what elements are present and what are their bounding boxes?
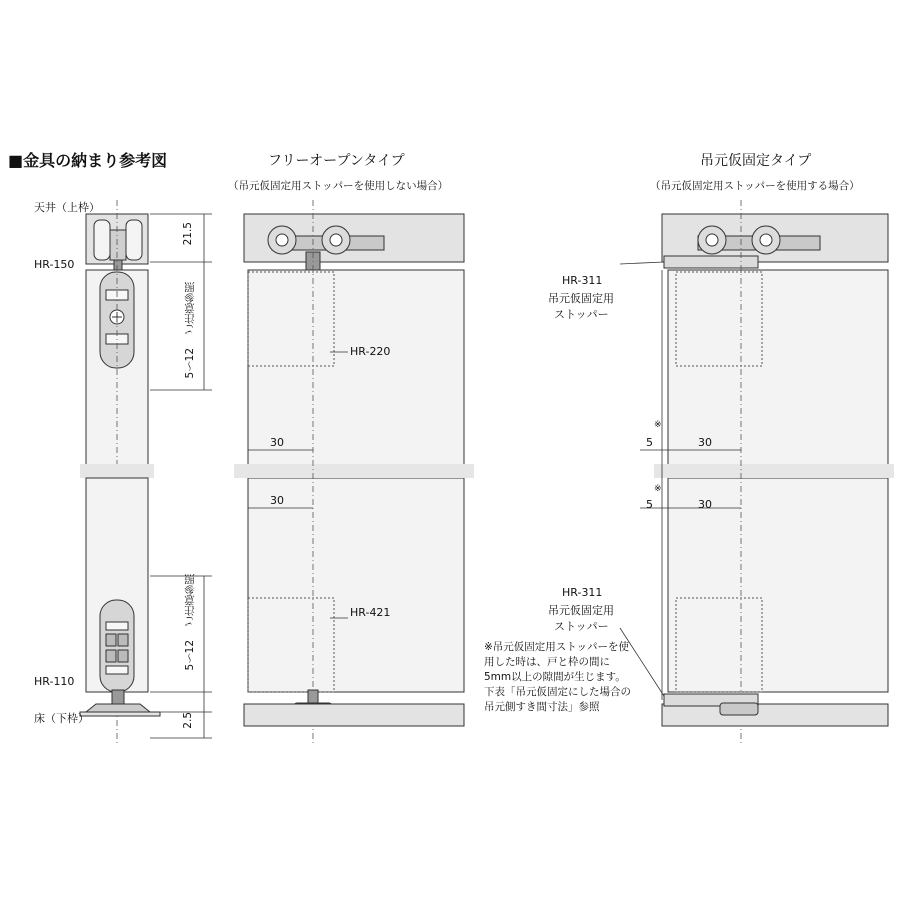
hr150-wheel-left: [94, 220, 110, 260]
dim-upper-note: ご注意参照: [184, 282, 196, 335]
hr150-body: [110, 230, 126, 260]
gap-upper: 5: [646, 436, 653, 449]
side-dimensions: [150, 214, 212, 738]
hr421-label: HR-421: [350, 606, 391, 619]
free-open-title: フリーオープンタイプ: [268, 153, 405, 169]
free-open-view: [234, 200, 474, 745]
hr150-label: HR-150: [34, 258, 75, 271]
dim-bottom: 2.5: [182, 712, 194, 729]
floor-label: 床（下枠）: [34, 712, 89, 725]
free-dim-upper: 30: [270, 436, 284, 449]
gap-lower-mark: ※: [654, 484, 662, 494]
dim-upper-range: 5～12: [184, 348, 196, 379]
page-title: ■金具の納まり参考図: [8, 151, 168, 170]
hr220-label: HR-220: [350, 345, 391, 358]
free-dim-lower: 30: [270, 494, 284, 507]
bottom-door-fitting: [100, 600, 134, 692]
break-band-mid: [234, 464, 474, 478]
hr110-label: HR-110: [34, 675, 75, 688]
hr150-wheel-right: [126, 220, 142, 260]
hr110-guide: [86, 704, 150, 712]
dim-top: 21.5: [182, 222, 194, 246]
top-stopper: [664, 256, 758, 268]
stopper-bottom-name2: ストッパー: [554, 620, 609, 633]
stopper-top-code: HR-311: [562, 274, 603, 287]
floor-rail-fixed: [662, 704, 888, 726]
stopper-top-name2: ストッパー: [554, 308, 609, 321]
fixed-dim-upper: 30: [698, 436, 712, 449]
ceiling-label: 天井（上枠）: [34, 201, 100, 214]
stopper-note: ※吊元仮固定用ストッパーを使用した時は、戸と枠の間に5mm以上の隙間が生じます。下表「吊元仮固定にした場合の吊元側すき間寸法」参照: [484, 641, 631, 713]
stopper-bottom-code: HR-311: [562, 586, 603, 599]
fixed-type-title: 吊元仮固定タイプ: [700, 153, 812, 169]
stopper-top-name1: 吊元仮固定用: [548, 292, 614, 305]
gap-upper-mark: ※: [654, 420, 662, 430]
door-free-lower: [248, 478, 464, 692]
break-band-left: [80, 464, 154, 478]
break-band-right: [654, 464, 894, 478]
floor-rail-free: [244, 704, 464, 726]
gap-lower: 5: [646, 498, 653, 511]
fixed-type-view: [620, 200, 894, 745]
free-open-subtitle: （吊元仮固定用ストッパーを使用しない場合）: [228, 180, 449, 192]
stopper-bottom-name1: 吊元仮固定用: [548, 604, 614, 617]
fixed-type-subtitle: （吊元仮固定用ストッパーを使用する場合）: [650, 180, 860, 192]
dim-lower-range: 5～12: [184, 640, 196, 671]
floor-frame: [80, 712, 160, 716]
dim-lower-note: ご注意参照: [184, 574, 196, 627]
fixed-dim-lower: 30: [698, 498, 712, 511]
